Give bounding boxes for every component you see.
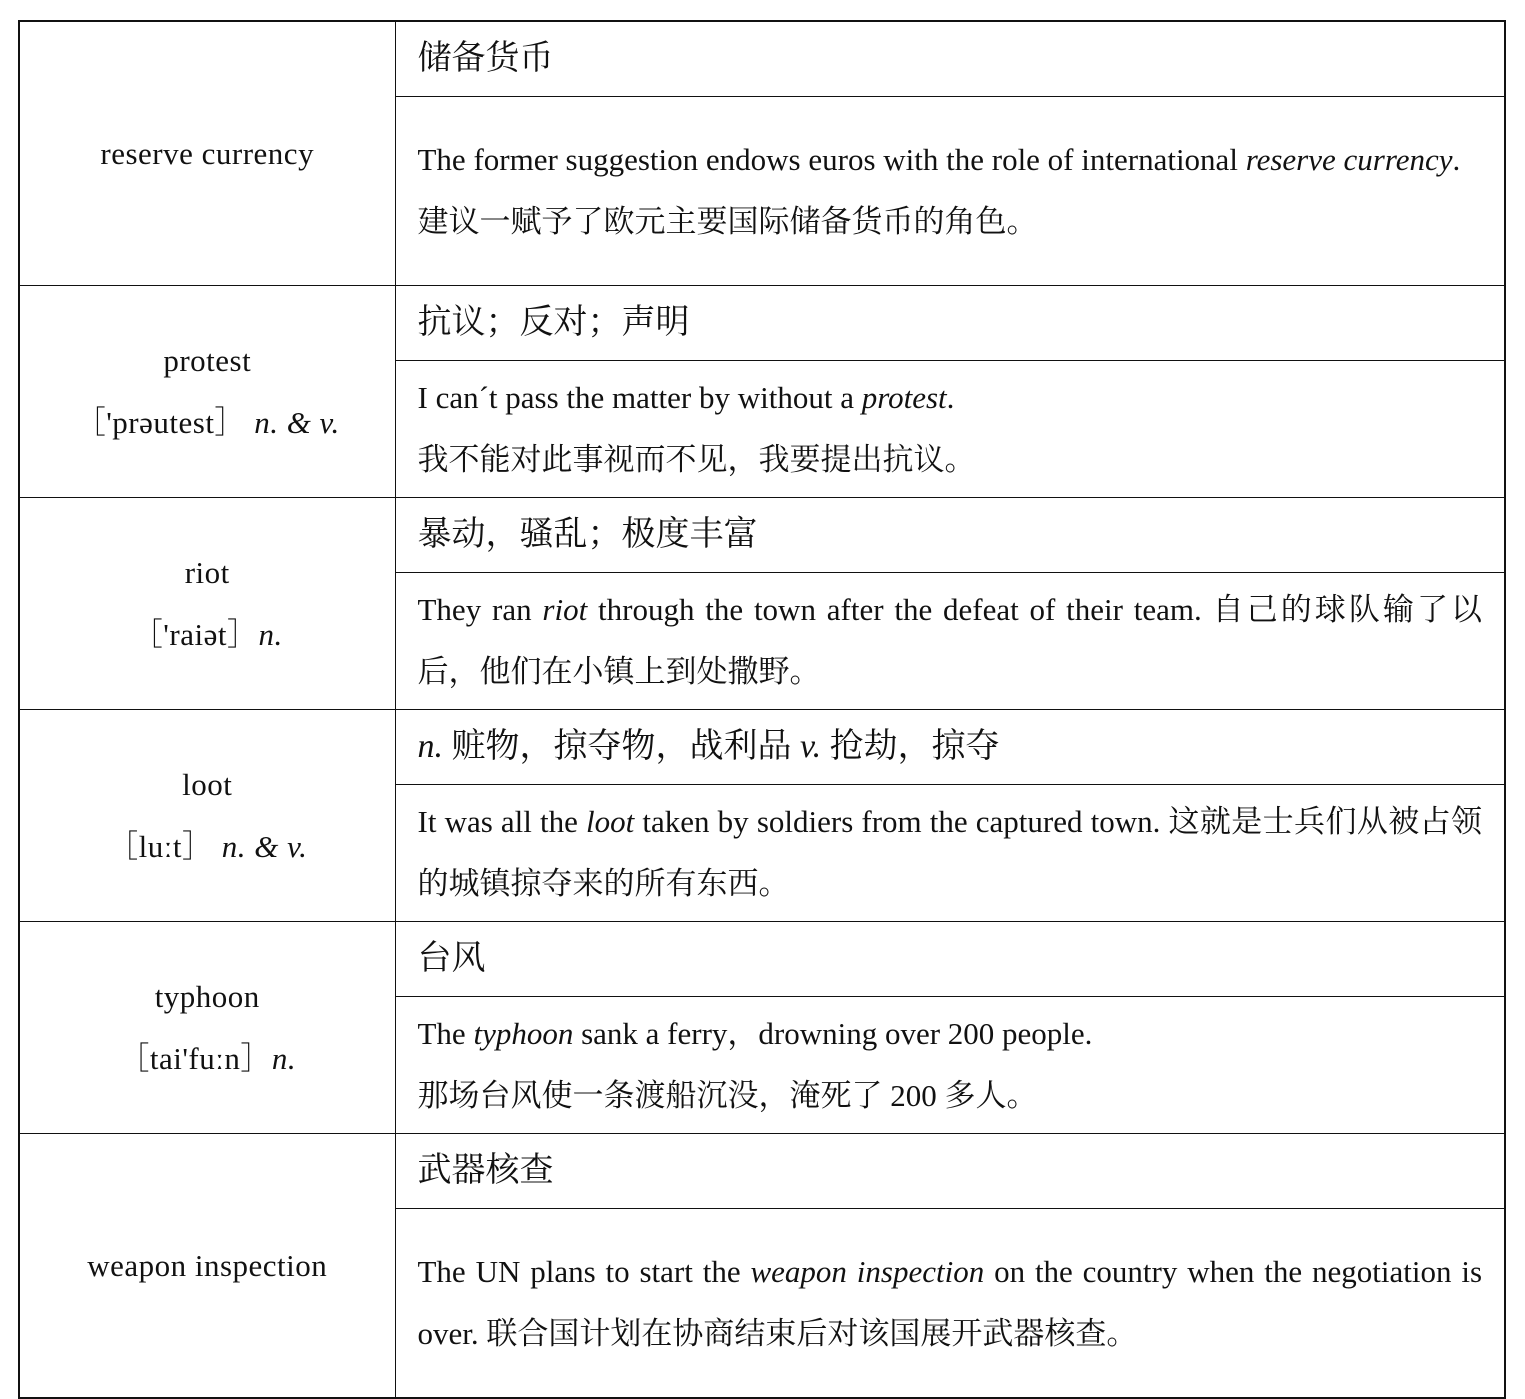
example-english — [418, 129, 1483, 191]
term-cell — [19, 710, 395, 922]
vocabulary-table-body — [19, 21, 1505, 1398]
term-cell — [19, 1134, 395, 1399]
example-text: taken by soldiers from the captured town. 这就是士兵们从被占领的城镇掠夺来的所有东西。 — [417, 804, 1482, 901]
example-english — [418, 1254, 1483, 1351]
example-english — [418, 804, 1482, 901]
part-of-speech: n. & v. — [221, 828, 308, 864]
term-cell — [19, 21, 395, 286]
entry-row-meaning — [19, 710, 1505, 785]
meaning-cell — [395, 286, 1505, 361]
example-keyword: loot — [586, 804, 635, 839]
example-chinese: 那场台风使一条渡船沉没，淹死了 200 多人。 — [417, 1078, 1038, 1113]
meaning-pos-noun: n. — [417, 728, 443, 765]
example-cell — [395, 1209, 1505, 1399]
phonetic-text: ［luːt］ — [107, 828, 214, 864]
example-cell — [395, 361, 1505, 498]
meaning-cell — [395, 922, 1505, 997]
term-phonetic — [20, 1028, 395, 1090]
term-word: reserve currency — [100, 135, 315, 171]
example-text: I can´t pass the matter by without a — [417, 380, 862, 415]
entry-row-meaning — [19, 922, 1505, 997]
example-text: through the town after the defeat of their team. 自己的球队输了以后，他们在小镇上到处撒野。 — [417, 592, 1483, 689]
phonetic-text: ［tai'fuːn］ — [118, 1040, 272, 1076]
example-keyword: reserve currency — [1245, 142, 1453, 177]
term-phonetic — [20, 392, 395, 454]
example-text: sank a ferry，drowning over 200 people. — [573, 1016, 1093, 1051]
example-keyword: protest — [861, 380, 947, 415]
meaning-verb-senses: 抢劫，掠夺 — [821, 728, 1000, 765]
entry-row-meaning — [19, 21, 1505, 97]
entry-row-meaning — [19, 498, 1505, 573]
meaning-cell — [395, 21, 1505, 97]
part-of-speech: n. — [258, 616, 283, 652]
example-keyword: riot — [542, 592, 588, 627]
term-cell — [19, 922, 395, 1134]
meaning-text — [418, 728, 1000, 765]
example-english — [418, 592, 1483, 689]
meaning-text: 储备货币 — [417, 40, 554, 77]
meaning-text: 台风 — [417, 940, 486, 977]
term-word: weapon inspection — [87, 1247, 328, 1283]
example-text: . — [1452, 142, 1461, 177]
meaning-cell — [395, 710, 1505, 785]
term-word: protest — [163, 342, 252, 378]
example-text: The former suggestion endows euros with the role of international — [417, 142, 1246, 177]
meaning-text: 暴动，骚乱；极度丰富 — [417, 516, 758, 553]
example-english — [418, 1003, 1483, 1065]
example-cell — [395, 785, 1505, 922]
meaning-cell — [395, 498, 1505, 573]
term-word: typhoon — [154, 978, 260, 1014]
phonetic-text: ［'raiət］ — [131, 616, 259, 652]
example-keyword: typhoon — [473, 1016, 574, 1051]
example-text: on the country when the negotiation is over. 联合国计划在协商结束后对该国展开武器核查。 — [417, 1254, 1483, 1351]
part-of-speech: n. & v. — [254, 404, 340, 440]
phonetic-text: ［'prəutest］ — [74, 404, 246, 440]
entry-row-meaning — [19, 1134, 1505, 1209]
example-text: They ran — [417, 592, 543, 627]
example-text: The UN plans to start the — [417, 1254, 751, 1289]
vocabulary-table — [18, 20, 1506, 1399]
example-text: It was all the — [417, 804, 587, 839]
example-cell — [395, 573, 1505, 710]
term-word: riot — [184, 554, 230, 590]
meaning-text: 抗议；反对；声明 — [417, 304, 690, 341]
example-english — [418, 367, 1483, 429]
meaning-noun-senses: 赃物，掠夺物，战利品 — [443, 728, 800, 765]
term-phonetic — [20, 604, 395, 666]
meaning-text: 武器核查 — [417, 1152, 554, 1189]
term-cell — [19, 286, 395, 498]
meaning-cell — [395, 1134, 1505, 1209]
meaning-pos-verb: v. — [800, 728, 822, 765]
example-text: The — [417, 1016, 474, 1051]
example-chinese: 我不能对此事视而不见，我要提出抗议。 — [417, 442, 976, 477]
example-cell — [395, 97, 1505, 286]
term-cell — [19, 498, 395, 710]
entry-row-meaning — [19, 286, 1505, 361]
example-keyword: weapon inspection — [750, 1254, 985, 1289]
example-cell — [395, 997, 1505, 1134]
term-word: loot — [182, 766, 233, 802]
example-text: . — [946, 380, 955, 415]
term-phonetic — [20, 816, 395, 878]
part-of-speech: n. — [271, 1040, 297, 1076]
example-chinese: 建议一赋予了欧元主要国际储备货币的角色。 — [417, 204, 1038, 239]
